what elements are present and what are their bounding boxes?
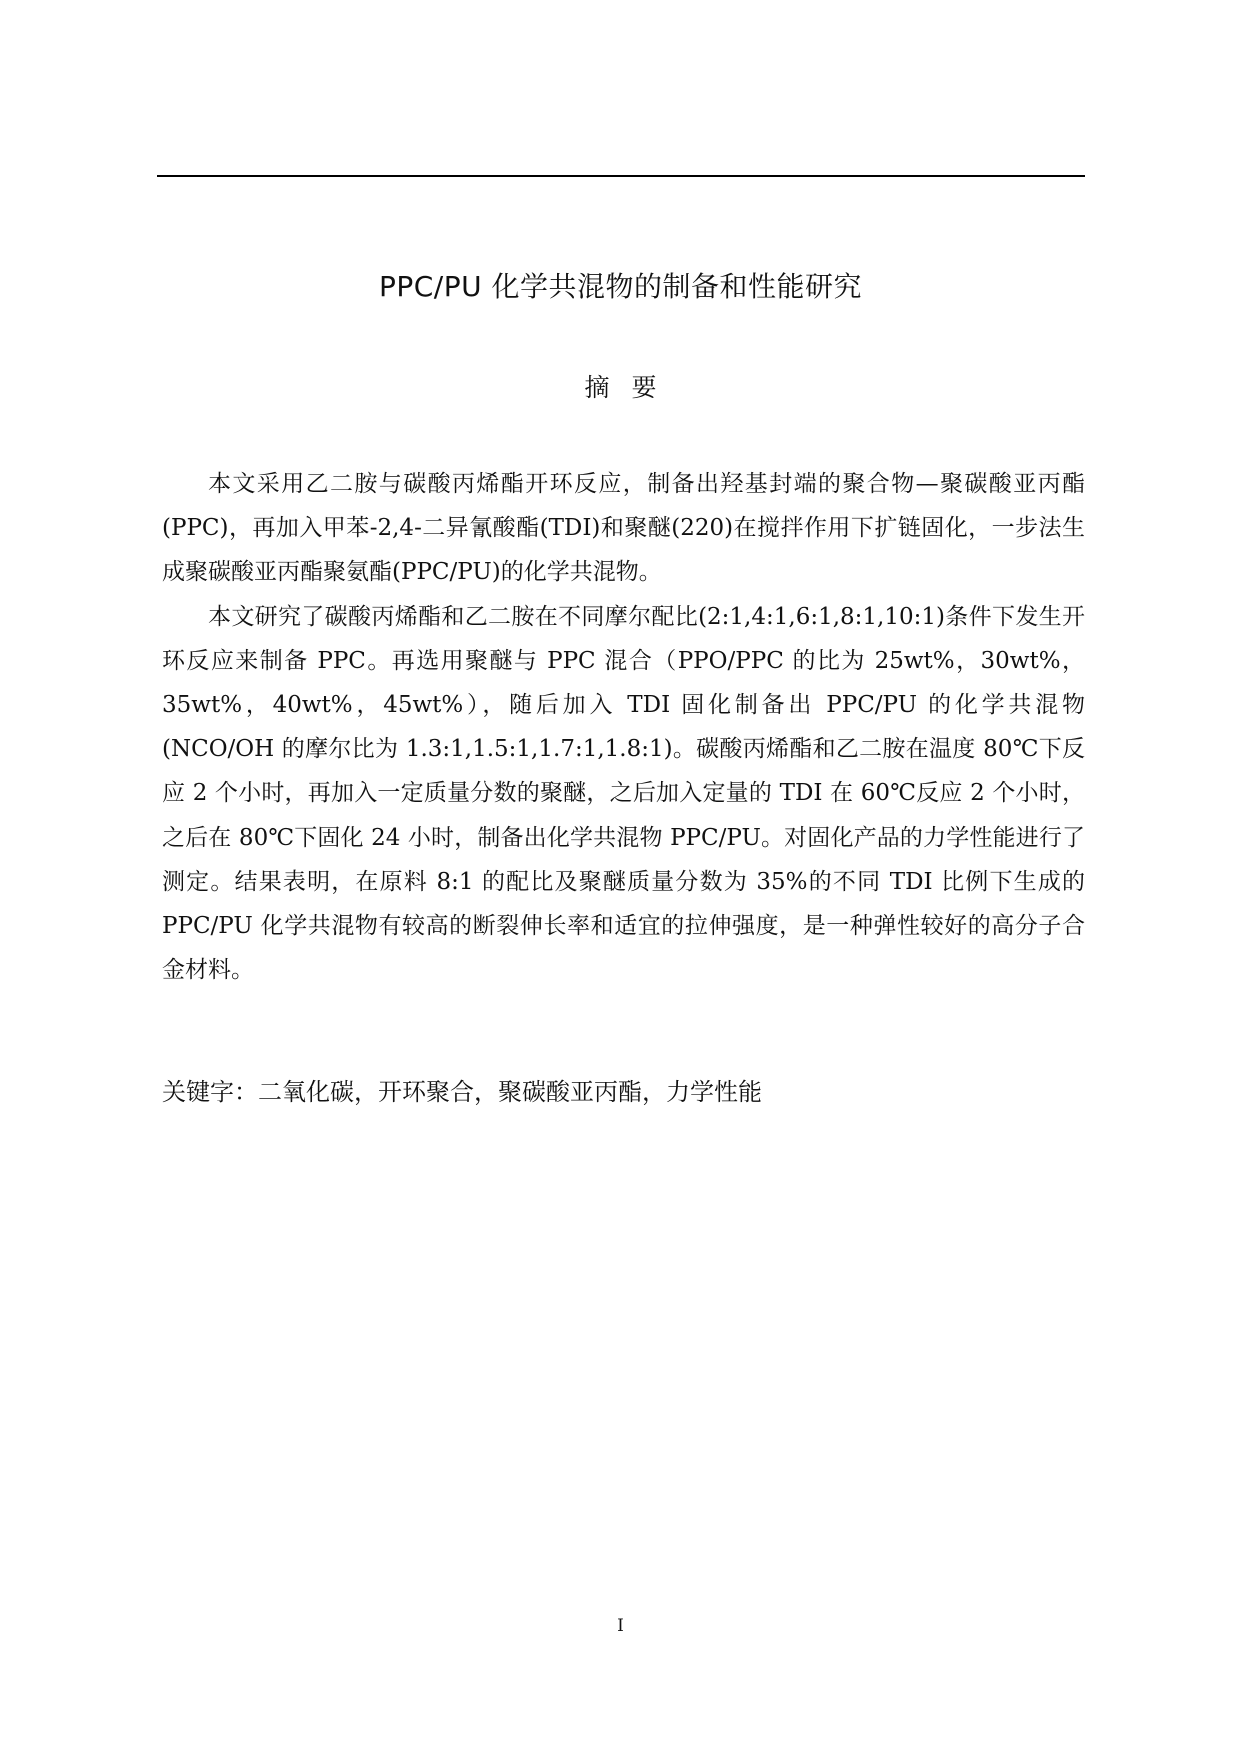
header-rule bbox=[157, 175, 1085, 177]
keywords-line: 关键字：二氧化碳，开环聚合，聚碳酸亚丙酯，力学性能 bbox=[162, 1078, 762, 1106]
abstract-paragraph-1: 本文采用乙二胺与碳酸丙烯酯开环反应，制备出羟基封端的聚合物—聚碳酸亚丙酯(PPC)，再加入甲苯-2,4-二异氰酸酯(TDI)和聚醚(220)在搅拌作用下扩链固化，一步法生成聚碳酸亚丙酯聚氨酯(PPC/PU)的化学共混物。 bbox=[162, 471, 1085, 586]
page-number: I bbox=[617, 1616, 624, 1636]
abstract-heading: 摘要 bbox=[584, 373, 679, 402]
abstract-body bbox=[162, 462, 1085, 992]
paper-title: PPC/PU 化学共混物的制备和性能研究 bbox=[378, 270, 863, 303]
abstract-paragraph-2: 本文研究了碳酸丙烯酯和乙二胺在不同摩尔配比(2:1,4:1,6:1,8:1,10:1)条件下发生开环反应来制备 PPC。再选用聚醚与 PPC 混合（PPO/PPC 的比为 25wt%，30wt%，35wt%，40wt%，45wt%），随后加入 TDI 固化制备出 PPC/PU 的化学共混物(NCO/OH 的摩尔比为 1.3:1,1.5:1,1.7:1,1.8:1)。碳酸丙烯酯和乙二胺在温度 80℃下反应 2 个小时，再加入一定质量分数的聚醚，之后加入定量的 TDI 在 60℃反应 2 个小时，之后在 80℃下固化 24 小时，制备出化学共混物 PPC/PU。对固化产品的力学性能进行了测定。结果表明，在原料 8:1 的配比及聚醚质量分数为 35%的不同 TDI 比例下生成的 PPC/PU 化学共混物有较高的断裂伸长率和适宜的拉伸强度，是一种弹性较好的高分子合金材料。 bbox=[162, 603, 1085, 984]
